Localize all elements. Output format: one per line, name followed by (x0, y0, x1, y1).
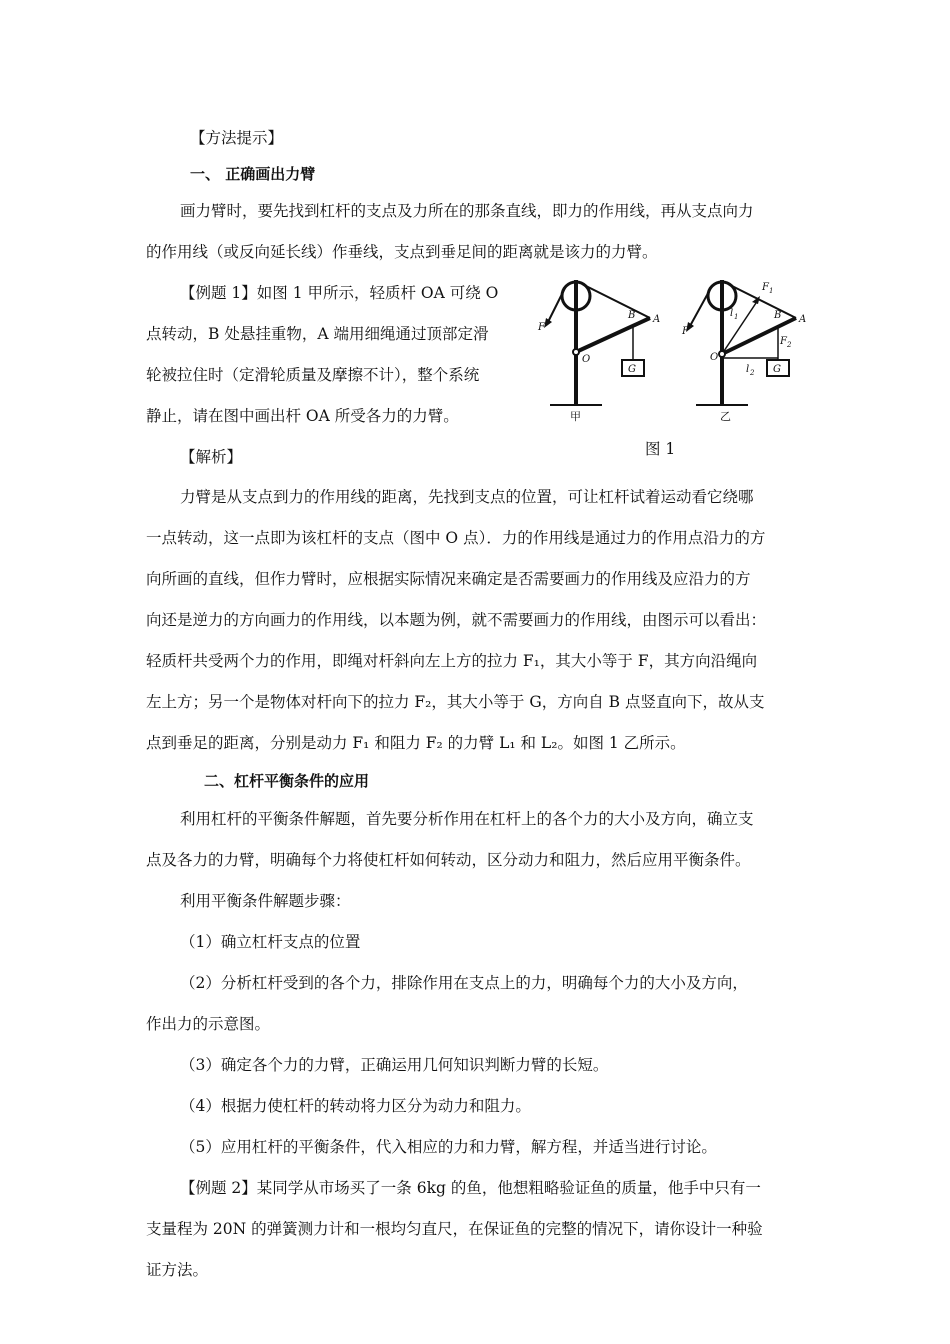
label-f2-sub: 2 (787, 341, 792, 349)
label-l1: l (730, 308, 734, 319)
left-label-o: O (582, 354, 591, 365)
analysis-line-6: 左上方；另一个是物体对杆向下的拉力 F₂，其大小等于 G，方向自 B 点竖直向下，故从支 (146, 693, 765, 711)
label-l2: l (746, 364, 750, 375)
analysis-line-7: 点到垂足的距离，分别是动力 F₁ 和阻力 F₂ 的力臂 L₁ 和 L₂。如图 1 乙所示。 (146, 734, 686, 752)
left-label-f: F (538, 322, 545, 333)
left-rope-a (582, 284, 650, 318)
label-f1: F (762, 282, 769, 293)
right-label-a: A (799, 314, 807, 325)
example-1-line-1: 【例题 1】如图 1 甲所示，轻质杆 OA 可绕 O (180, 284, 499, 302)
paragraph-2-line-1: 利用杠杆的平衡条件解题，首先要分析作用在杠杆上的各个力的大小及方向，确立支 (180, 810, 754, 828)
analysis-line-5: 轻质杆共受两个力的作用，即绳对杆斜向左上方的拉力 F₁，其大小等于 F，其方向沿绳向 (146, 652, 758, 670)
right-label-o: O (710, 352, 719, 363)
analysis-line-4: 向还是逆力的方向画力的作用线，以本题为例，就不需要画力的作用线，由图示可以看出： (146, 611, 767, 629)
analysis-heading: 【解析】 (180, 448, 243, 466)
example-2-line-1: 【例题 2】某同学从市场买了一条 6kg 的鱼，他想粗略验证鱼的质量，他手中只有一 (180, 1179, 761, 1197)
left-label-b: B (628, 310, 636, 321)
example-1-line-4: 静止，请在图中画出杆 OA 所受各力的力臂。 (146, 407, 459, 425)
step-5: （5）应用杠杆的平衡条件，代入相应的力和力臂，解方程，并适当进行讨论。 (180, 1138, 717, 1156)
right-diagram-label: 乙 (720, 410, 731, 423)
heading-2: 二、杠杆平衡条件的应用 (204, 772, 370, 790)
label-f1-sub: 1 (769, 287, 774, 295)
example-1-line-2: 点转动，B 处悬挂重物，A 端用细绳通过顶部定滑 (146, 325, 489, 343)
step-2-line-2: 作出力的示意图。 (146, 1015, 271, 1033)
analysis-line-2: 一点转动，这一点即为该杠杆的支点（图中 O 点）．力的作用线是通过力的作用点沿力的方 (146, 529, 766, 547)
paragraph-1-line-2: 的作用线（或反向延长线）作垂线，支点到垂足间的距离就是该力的力臂。 (146, 243, 658, 261)
left-label-a: A (653, 314, 661, 325)
right-label-f: F (682, 326, 689, 337)
heading-1: 一、 正确画出力臂 (190, 165, 316, 183)
example-1-line-3: 轮被拉住时（定滑轮质量及摩擦不计），整个系统 (146, 366, 480, 384)
step-3: （3）确定各个力的力臂，正确运用几何知识判断力臂的长短。 (180, 1056, 609, 1074)
label-f2: F (780, 336, 787, 347)
section-tip: 【方法提示】 (190, 129, 284, 147)
analysis-line-1: 力臂是从支点到力的作用线的距离，先找到支点的位置，可让杠杆试着运动看它绕哪 (180, 488, 754, 506)
label-l1-sub: 1 (734, 313, 739, 321)
left-label-g: G (628, 364, 636, 375)
example-2-line-3: 证方法。 (146, 1261, 209, 1279)
right-rope-f (690, 286, 712, 326)
figure-caption: 图 1 (645, 440, 676, 458)
paragraph-2-line-2: 点及各力的力臂，明确每个力将使杠杆如何转动，区分动力和阻力，然后应用平衡条件。 (146, 851, 751, 869)
step-4: （4）根据力使杠杆的转动将力区分为动力和阻力。 (180, 1097, 531, 1115)
right-label-b: B (774, 310, 782, 321)
label-l2-sub: 2 (750, 369, 755, 377)
step-2-line-1: （2）分析杠杆受到的各个力，排除作用在支点上的力，明确每个力的大小及方向， (180, 974, 748, 992)
example-2-line-2: 支量程为 20N 的弹簧测力计和一根均匀直尺，在保证鱼的完整的情况下，请你设计一种验 (146, 1220, 763, 1238)
paragraph-1-line-1: 画力臂时，要先找到杠杆的支点及力所在的那条直线，即力的作用线，再从支点向力 (180, 202, 754, 220)
step-1: （1）确立杠杆支点的位置 (180, 933, 361, 951)
left-rod-oa (576, 318, 650, 352)
analysis-line-3: 向所画的直线，但作力臂时，应根据实际情况来确定是否需要画力的作用线及应沿力的方 (146, 570, 751, 588)
lever-figure (530, 270, 820, 430)
steps-title: 利用平衡条件解题步骤： (180, 892, 351, 910)
right-label-g: G (773, 364, 781, 375)
left-diagram-label: 甲 (570, 410, 581, 423)
